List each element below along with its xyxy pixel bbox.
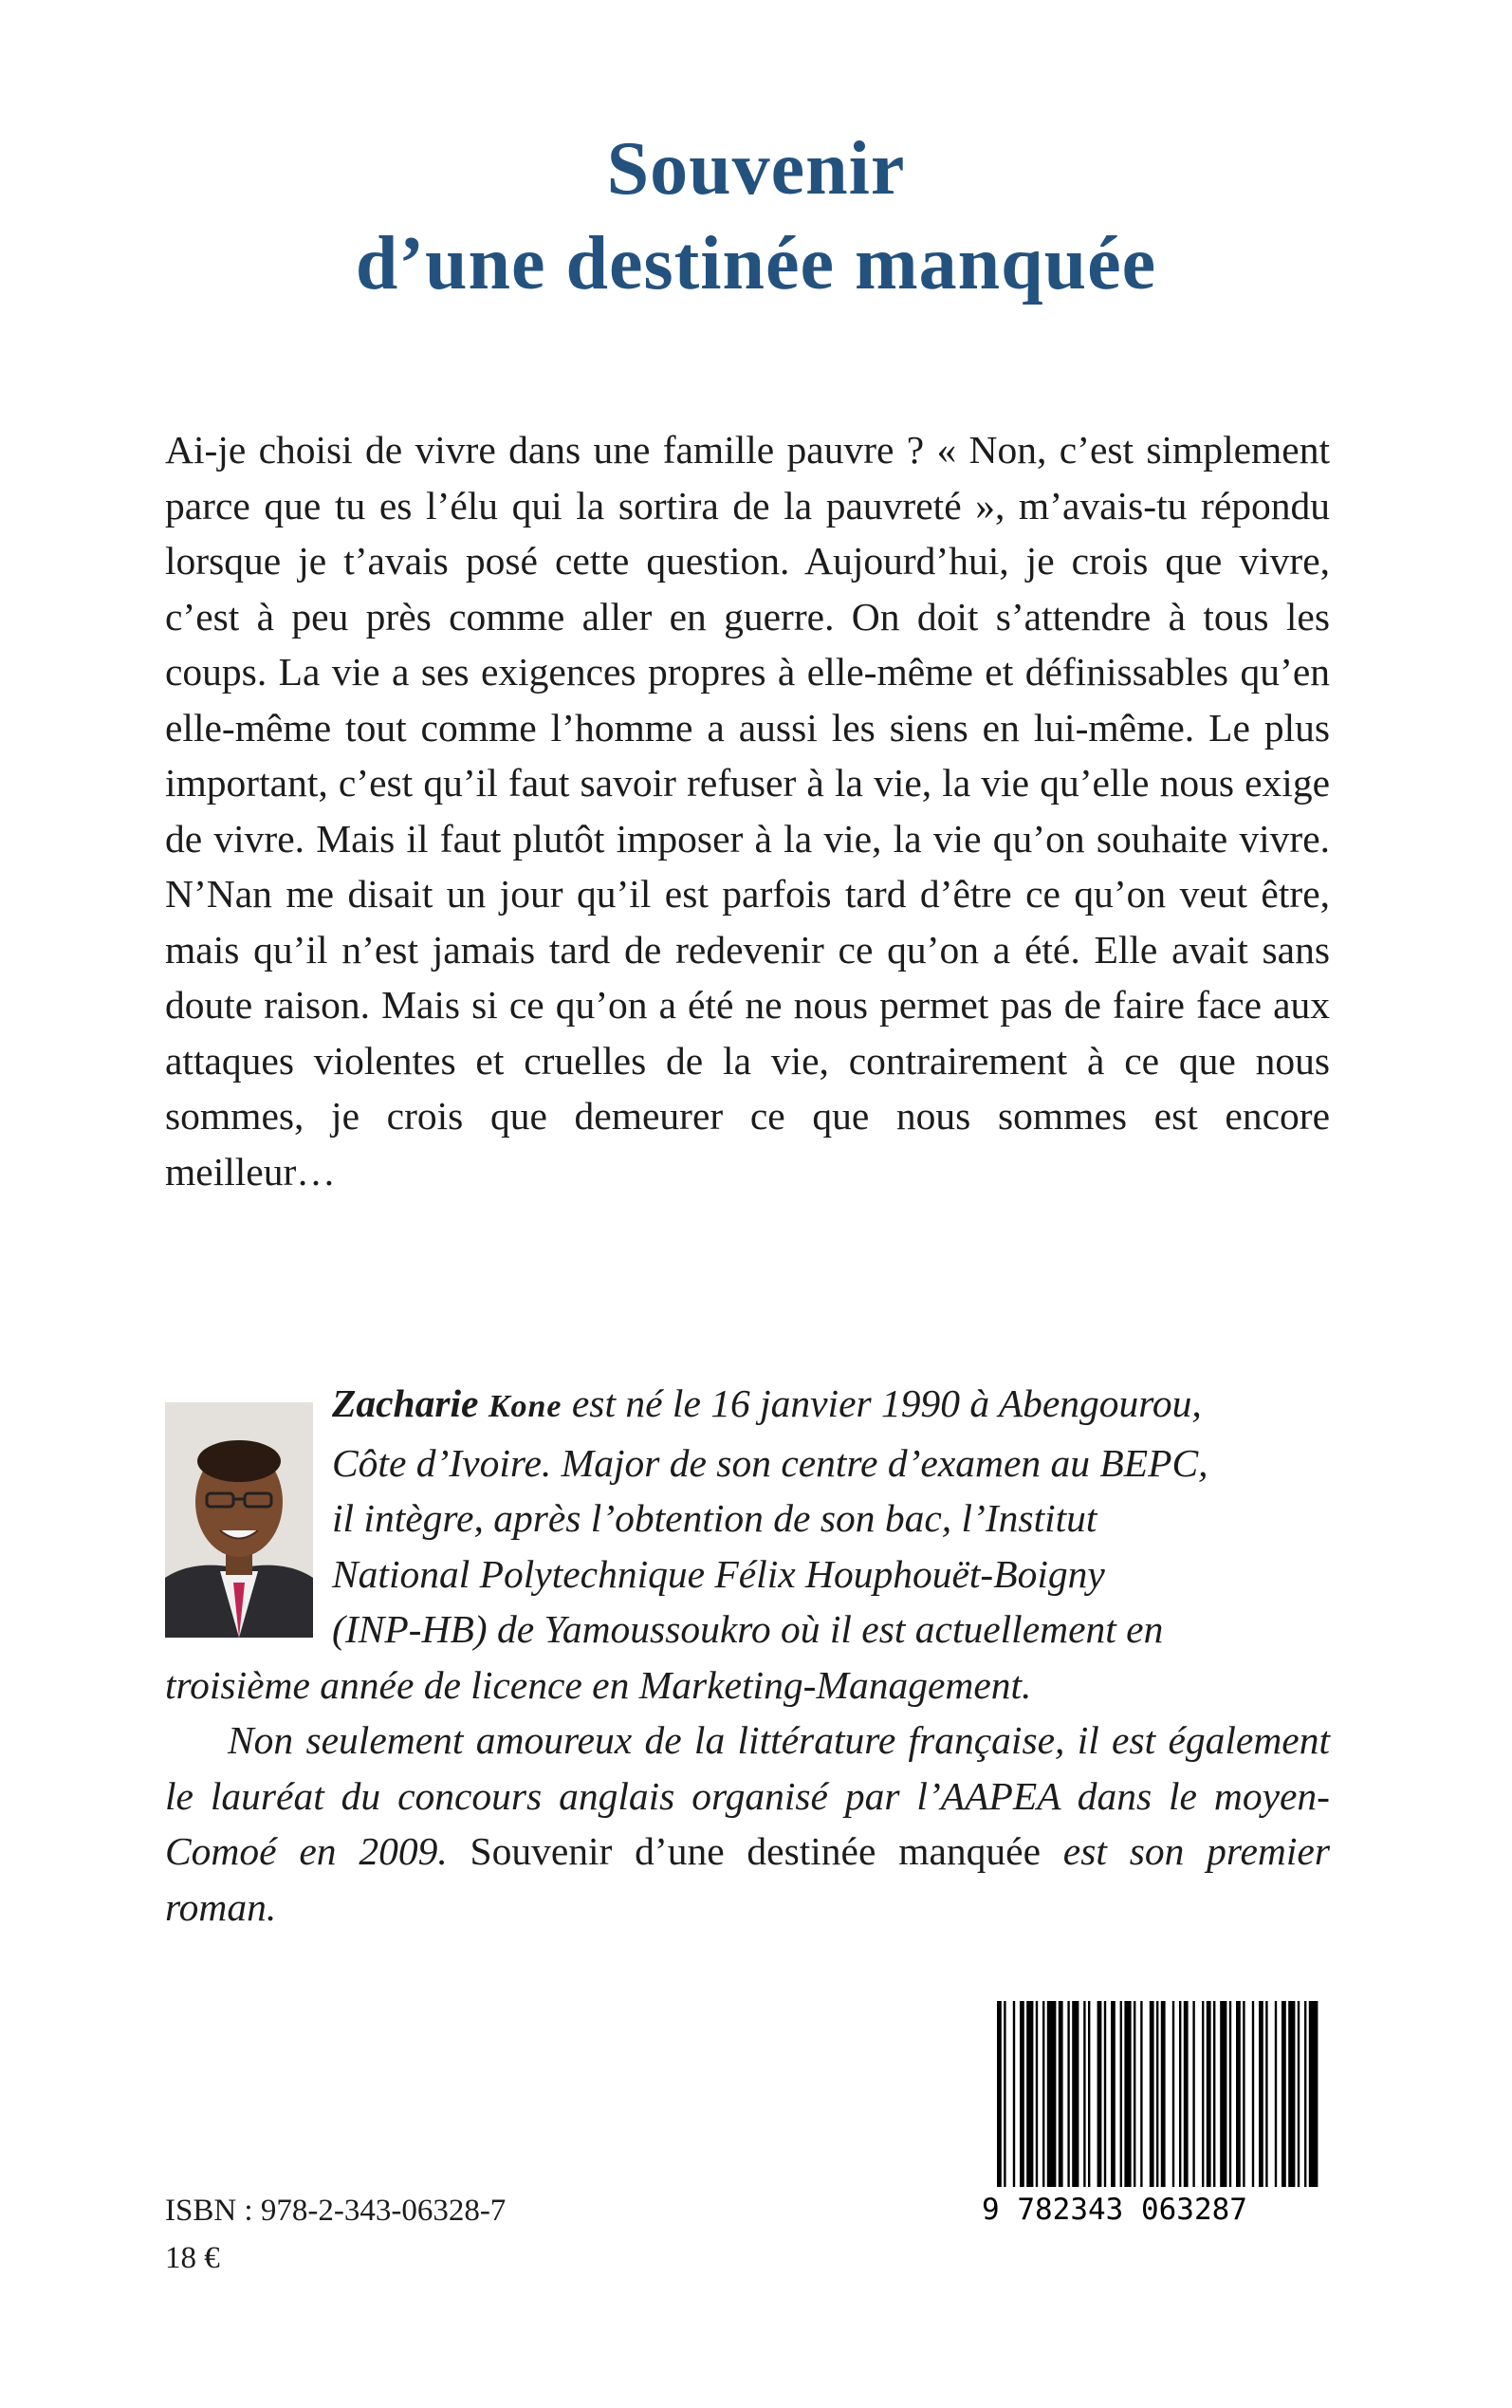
price-label: 18 € <box>165 2241 220 2275</box>
barcode-bar <box>1179 2001 1181 2187</box>
barcode-bar <box>1120 2001 1122 2187</box>
barcode-bar <box>1243 2001 1245 2187</box>
bio-line-5: (INP-HB) de Yamoussoukro où il est actuellement en <box>332 1607 1164 1651</box>
bio-line-1-text: est né le 16 janvier 1990 à Abengourou, <box>562 1381 1202 1425</box>
title-line-1: Souvenir <box>606 127 906 211</box>
bio-paragraph-2-text: Non seulement amoureux de la littérature française, il est également le lauréat du concours anglais organisé par l’AAPEA dans le moyen-Comoé en 2009. <box>165 1718 1330 1873</box>
barcode-bar <box>1259 2001 1263 2187</box>
barcode-bar <box>1304 2001 1306 2187</box>
barcode-bar <box>1236 2001 1241 2187</box>
barcode-bar <box>1184 2001 1189 2187</box>
barcode-bar <box>1156 2001 1158 2187</box>
barcode-bar <box>1042 2001 1044 2187</box>
barcode-bar <box>1083 2001 1085 2187</box>
book-title-reference-2: manquée <box>898 1829 1041 1873</box>
bio-paragraph-2 <box>165 1713 1330 1935</box>
barcode-icon <box>976 1993 1329 2227</box>
barcode-bar <box>1309 2001 1318 2187</box>
back-cover-blurb: Ai-je choisi de vivre dans une famille pauvre ? « Non, c’est simplement parce que tu es l’élu qui la sortira de la pauvreté », m’avais-tu répondu lorsque je t’avais posé cette question. Aujourd’hui, je crois que vivre, c’est à peu près comme aller en guerre. On doit s’attendre à tous les coups. La vie a ses exigences propres à elle-même et définissables qu’en elle-même tout comme l’homme a aussi les siens en lui-même. Le plus important, c’est qu’il faut savoir refuser à la vie, la vie qu’elle nous exige de vivre. Mais il faut plutôt imposer à la vie, la vie qu’on souhaite vivre. N’Nan me disait un jour qu’il est parfois tard d’être ce qu’on veut être, mais qu’il n’est jamais tard de redevenir ce qu’on a été. Elle avait sans doute raison. Mais si ce qu’on a été ne nous permet pas de faire face aux attaques violentes et cruelles de la vie, contrairement à ce que nous sommes, je crois que demeurer ce que nous sommes est encore meilleur… <box>165 428 1330 1194</box>
barcode-bar <box>1229 2001 1231 2187</box>
book-title <box>0 121 1512 311</box>
author-first-name: Zacharie <box>332 1381 479 1425</box>
barcode-bar <box>1067 2001 1069 2187</box>
barcode-bar <box>1072 2001 1079 2187</box>
barcode-bar <box>1004 2001 1005 2187</box>
barcode-bar <box>1036 2001 1038 2187</box>
barcode-bar <box>1282 2001 1286 2187</box>
title-line-2: d’une destinée manquée <box>355 222 1157 306</box>
bio-line-2: Côte d’Ivoire. Major de son centre d’examen au BEPC, <box>332 1440 1208 1485</box>
barcode-bar <box>1161 2001 1166 2187</box>
bio-line-6: troisième année de licence en Marketing-Management. <box>165 1662 1032 1707</box>
isbn-label: ISBN : 978-2-343-06328-7 <box>165 2194 507 2228</box>
barcode-bar <box>997 2001 1002 2187</box>
barcode-bar <box>1275 2001 1277 2187</box>
barcode-bar <box>1140 2001 1142 2187</box>
bio-line-4: National Polytechnique Félix Houphouët-Boigny <box>332 1551 1105 1596</box>
bio-paragraph-2-end: est son premier roman. <box>165 1829 1330 1929</box>
barcode-bar <box>1134 2001 1135 2187</box>
barcode-bar <box>1111 2001 1116 2187</box>
author-last-name: Kone <box>488 1389 562 1424</box>
barcode-bar <box>1202 2001 1204 2187</box>
barcode-bar <box>1252 2001 1254 2187</box>
barcode-bar <box>1172 2001 1174 2187</box>
barcode-bar <box>1124 2001 1131 2187</box>
bio-line-1 <box>332 1376 1330 1436</box>
barcode-bar <box>1059 2001 1063 2187</box>
barcode-bar <box>1150 2001 1154 2187</box>
barcode-bar <box>1026 2001 1033 2187</box>
barcode-bar <box>1213 2001 1215 2187</box>
barcode-bar <box>1097 2001 1102 2187</box>
barcode-bar <box>1220 2001 1226 2187</box>
barcode-bar <box>1288 2001 1295 2187</box>
barcode-bar <box>1013 2001 1015 2187</box>
barcode <box>976 1993 1329 2227</box>
barcode-bar <box>1104 2001 1106 2187</box>
barcode-bar <box>1192 2001 1194 2187</box>
barcode-bar <box>1298 2001 1300 2187</box>
book-title-reference-1: Souvenir d’une destinée <box>470 1829 876 1873</box>
barcode-bar <box>1020 2001 1024 2187</box>
barcode-bar <box>1047 2001 1057 2187</box>
bio-line-3: il intègre, après l’obtention de son bac, l’Institut <box>332 1496 1097 1540</box>
barcode-bar <box>1088 2001 1090 2187</box>
barcode-bar <box>1265 2001 1267 2187</box>
author-bio <box>165 1376 1330 1935</box>
barcode-digits: 9 782343 063287 <box>982 2193 1247 2227</box>
barcode-bar <box>1207 2001 1211 2187</box>
